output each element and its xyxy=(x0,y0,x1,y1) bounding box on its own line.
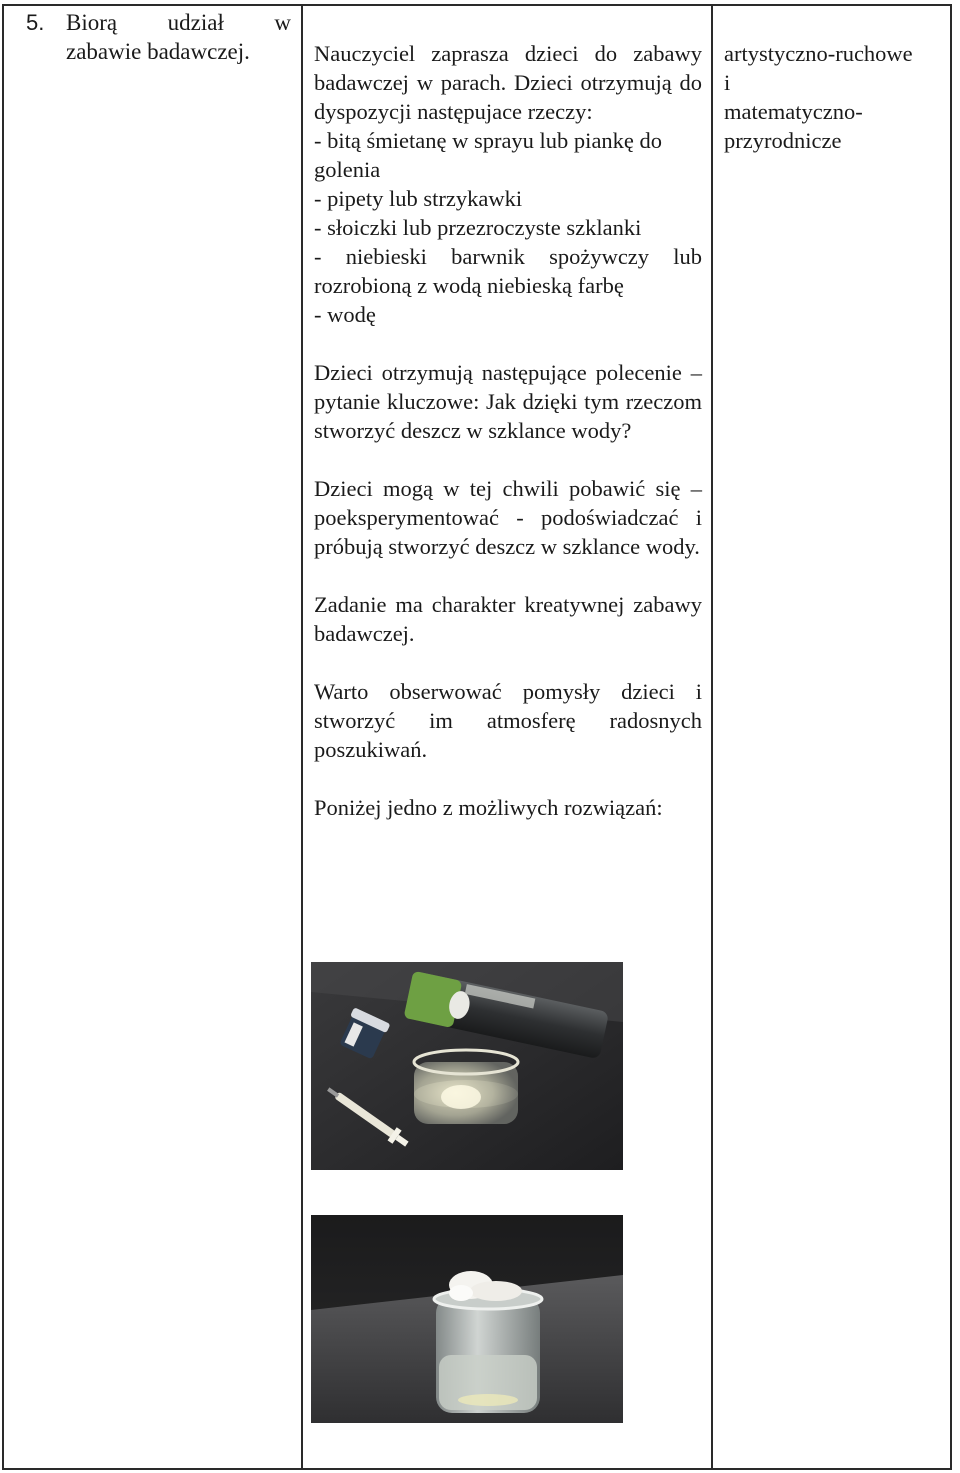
description-cell xyxy=(314,39,702,822)
task-paragraph: Dzieci otrzymują następujące polecenie – pytanie kluczowe: Jak dzięki tym rzeczom stworzyć deszcz w szklance wody? xyxy=(314,360,702,443)
solution-paragraph: Poniżej jedno z możliwych rozwiązań: xyxy=(314,795,663,820)
play-paragraph: Dzieci mogą w tej chwili pobawić się – poeksperymentować - podoświadczać i próbują stworzyć deszcz w szklance wody. xyxy=(314,476,702,559)
materials-item: - niebieski barwnik spożywczy lub rozrobioną z wodą niebieską farbę xyxy=(314,244,702,298)
character-paragraph: Zadanie ma charakter kreatywnej zabawy badawczej. xyxy=(314,592,702,646)
activity-line: zabawie badawczej. xyxy=(66,39,250,64)
activity-word: Biorą xyxy=(66,10,118,35)
intro-paragraph: Nauczyciel zaprasza dzieci do zabawy badawczej w parach. Dzieci otrzymują do dyspozycji następujace rzeczy: xyxy=(314,41,702,124)
activity-word: udział xyxy=(167,10,224,35)
activity-text xyxy=(66,8,291,66)
materials-item: - bitą śmietanę w sprayu lub piankę do golenia xyxy=(314,128,663,182)
observe-paragraph: Warto obserwować pomysły dzieci i stworzyć im atmosferę radosnych poszukiwań. xyxy=(314,679,702,762)
column-divider xyxy=(711,6,713,1468)
materials-item: - słoiczki lub przezroczyste szklanki xyxy=(314,215,642,240)
area-label: i xyxy=(724,70,731,95)
experiment-photo xyxy=(311,1215,623,1423)
materials-photo xyxy=(311,962,623,1170)
activity-word: w xyxy=(274,10,291,35)
materials-item: - pipety lub strzykawki xyxy=(314,186,523,211)
materials-item: - wodę xyxy=(314,302,376,327)
row-number: 5. xyxy=(26,10,45,35)
column-divider xyxy=(301,6,303,1468)
area-label: przyrodnicze xyxy=(724,128,842,153)
areas-cell xyxy=(724,39,949,155)
area-label: matematyczno- xyxy=(724,99,863,124)
area-label: artystyczno-ruchowe xyxy=(724,41,913,66)
